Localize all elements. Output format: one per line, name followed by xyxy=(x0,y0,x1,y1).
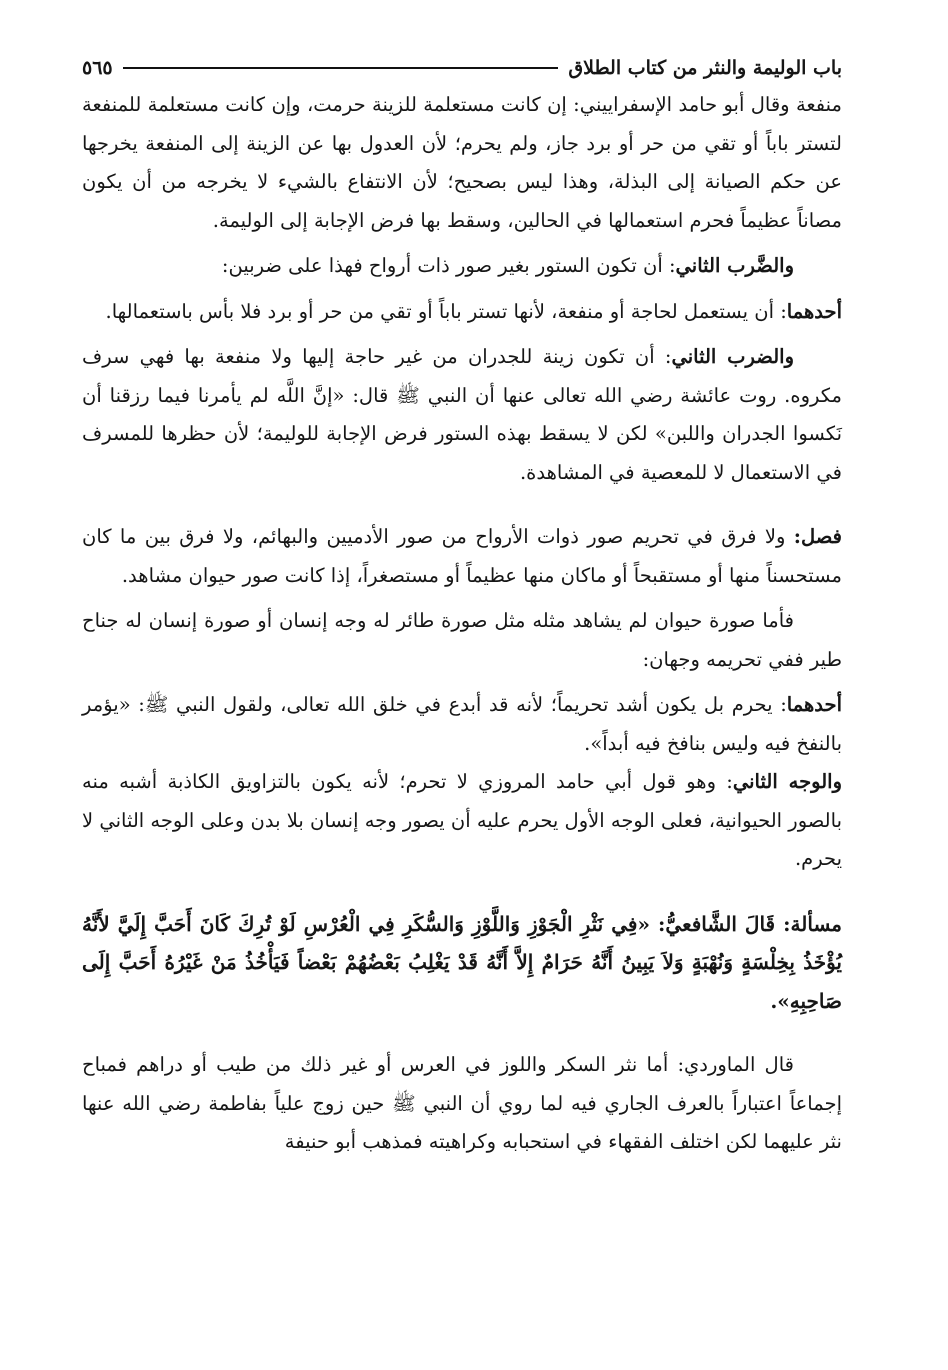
paragraph-7 xyxy=(82,686,842,763)
running-header xyxy=(82,50,842,86)
paragraph-8-text: : وهو قول أبي حامد المروزي لا تحرم؛ لأنه يكون بالتزاويق الكاذبة أشبه منه بالصور الحيوانية، فعلى الوجه الأول يحرم عليه أن يصور وجه إنسان بلا بدن وعلى الوجه الثاني لا يحرم. xyxy=(82,770,842,870)
paragraph-1-text: منفعة وقال أبو حامد الإسفراييني: إن كانت مستعلمة للزينة حرمت، وإن كانت مستعلمة للمنفعة لتستر باباً أو تقي من حر أو برد جاز، ولم يحرم؛ لأن العدول بها عن الزينة إلى المنفعة يخرجها عن حكم الصيانة إلى البذلة، وهذا ليس بصحيح؛ لأن الانتفاع بالشيء لا يخرجه من أن يكون مصاناً عظيماً فحرم استعمالها في الحالين، وسقط بها فرض الإجابة إلى الوليمة. xyxy=(82,93,842,232)
paragraph-2-lead: والضَّرب الثاني xyxy=(675,254,794,277)
chapter-title: باب الوليمة والنثر من كتاب الطلاق xyxy=(568,57,842,79)
paragraph-6 xyxy=(82,602,842,679)
paragraph-4-text: : أن تكون زينة للجدران من غير حاجة إليها ولا منفعة بها فهي سرف مكروه. روت عائشة رضي الله تعالى عنها أن النبي ﷺ قال: «إنَّ اللَّه لم يأمرنا فيما رزقنا أن نَكسوا الجدران واللبن» لكن لا يسقط بهذه الستور فرض الإجابة للوليمة؛ لأن حظرها للمسرف في الاستعمال لا للمعصية في المشاهدة. xyxy=(82,345,842,484)
paragraph-9-lead: مسألة: قَالَ الشَّافعيُّ: xyxy=(658,911,843,936)
paragraph-5 xyxy=(82,518,842,595)
paragraph-5-text: ولا فرق في تحريم صور ذوات الأرواح من صور الأدميين والبهائم، ولا فرق بين ما كان مستحسناً منها أو مستقبحاً أو ماكان منها عظيماً أو مستصغراً، إذا كانت صور حيوان مشاهد. xyxy=(82,525,842,587)
paragraph-4-lead: والضرب الثاني xyxy=(671,345,794,368)
paragraph-10-text: قال الماوردي: أما نثر السكر واللوز في العرس أو غير ذلك من طيب أو دراهم فمباح إجماعاً اعتباراً بالعرف الجاري فيه لما روي أن النبي ﷺ حين زوج علياً بفاطمة رضي الله عنها نثر عليهما لكن اختلف الفقهاء في استحبابه وكراهيته فمذهب أبو حنيفة xyxy=(82,1053,842,1153)
paragraph-4 xyxy=(82,338,842,492)
paragraph-9-text: «فِي نَثْرِ الْجَوْزِ وَاللَّوْزِ وَالسُّكَرِ فِي الْعُرْسِ لَوْ تُرِكَ كَانَ أَحَبَّ إِلَيَّ لأَنَّهُ يُؤْخَذُ بِخِلْسَةٍ وَنُهْبَةٍ وَلاَ يَبِينُ أَنَّهُ حَرَامٌ إِلاَّ أَنَّهُ قَدْ يَغْلِبُ بَعْضُهُمْ بَعْضاً فَيَأْخُذُ مَنْ غَيْرُهُ أَحَبَّ إِلَى صَاحِبِهِ». xyxy=(82,911,842,1013)
paragraph-7-lead: أحدهما xyxy=(786,693,842,716)
book-page xyxy=(82,50,842,1162)
paragraph-6-text: فأما صورة حيوان لم يشاهد مثله مثل صورة طائر له وجه إنسان أو صورة إنسان له جناح طير ففي تحريمه وجهان: xyxy=(82,609,842,671)
page-number: ٥٦٥ xyxy=(82,57,113,79)
paragraph-9 xyxy=(82,905,842,1021)
paragraph-3 xyxy=(82,293,842,332)
paragraph-10 xyxy=(82,1046,842,1162)
paragraph-1 xyxy=(82,86,842,240)
paragraph-8 xyxy=(82,763,842,879)
paragraph-3-text: : أن يستعمل لحاجة أو منفعة، لأنها تستر باباً أو تقي من حر أو برد فلا بأس باستعمالها. xyxy=(105,299,787,323)
paragraph-3-lead: أحدهما xyxy=(786,299,842,323)
paragraph-2-text: : أن تكون الستور بغير صور ذات أرواح فهذا على ضربين: xyxy=(221,254,676,277)
header-rule xyxy=(123,67,559,69)
paragraph-8-lead: والوجه الثاني xyxy=(732,770,842,793)
paragraph-5-lead: فصل: xyxy=(793,525,842,548)
paragraph-7-text: : يحرم بل يكون أشد تحريماً؛ لأنه قد أبدع في خلق الله تعالى، ولقول النبي ﷺ: «يؤمر بالنفخ فيه وليس بنافخ فيه أبداً». xyxy=(82,693,842,755)
paragraph-2 xyxy=(82,247,842,286)
